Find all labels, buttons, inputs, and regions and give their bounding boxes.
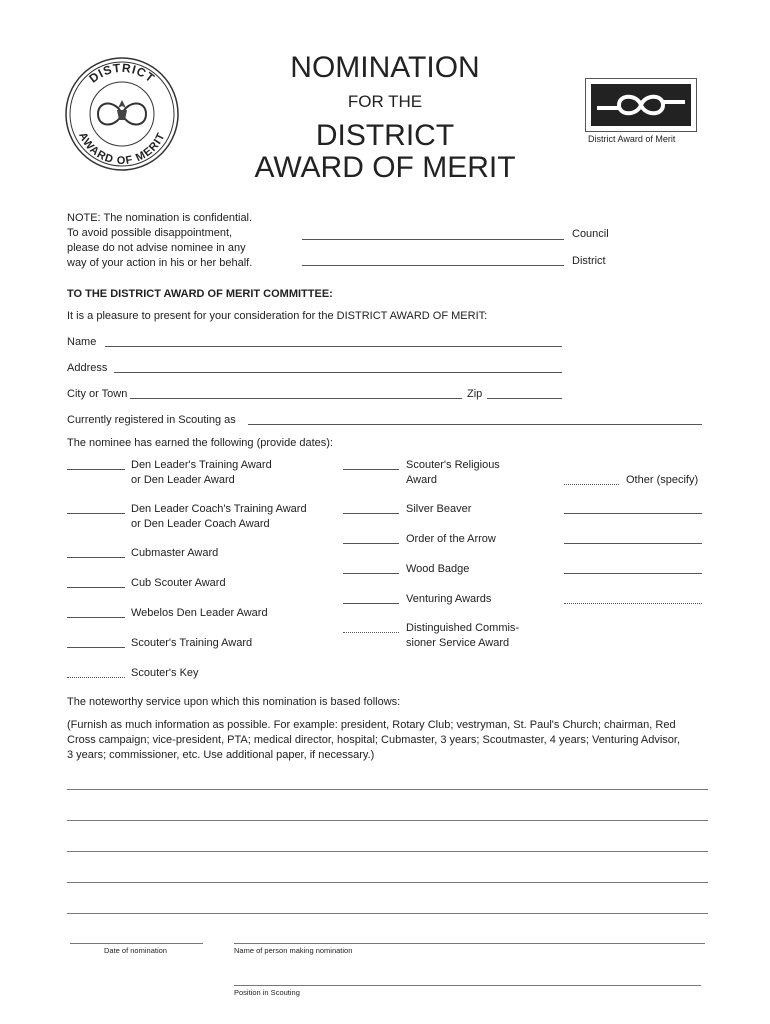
other-specify-field[interactable]	[564, 543, 702, 544]
other-specify-field[interactable]	[564, 603, 702, 604]
note-line-2: To avoid possible disappointment,	[67, 227, 233, 239]
award-date-field[interactable]	[343, 603, 399, 604]
district-field[interactable]	[302, 265, 564, 266]
award-label: Order of the Arrow	[406, 533, 496, 545]
award-date-field[interactable]	[343, 573, 399, 574]
position-field[interactable]	[234, 985, 701, 986]
note-line-4: way of your action in his or her behalf.	[67, 257, 253, 269]
award-badge	[585, 78, 697, 132]
award-label: or Den Leader Coach Award	[131, 518, 270, 530]
other-date-field[interactable]	[564, 484, 619, 485]
award-label: Cubmaster Award	[131, 547, 219, 559]
other-label: Other (specify)	[626, 474, 699, 486]
earned-label: The nominee has earned the following (provide dates):	[67, 437, 333, 449]
zip-label: Zip	[467, 388, 483, 400]
note-line-3: please do not advise nominee in any	[67, 242, 246, 254]
award-label: sioner Service Award	[406, 637, 510, 649]
nominator-name-field[interactable]	[234, 943, 705, 944]
service-instructions-line-1: (Furnish as much information as possible. For example: president, Rotary Club; vestryman, St. Paul's Church; chairman, Red	[67, 719, 676, 731]
award-date-field[interactable]	[343, 543, 399, 544]
badge-caption: District Award of Merit	[588, 134, 676, 144]
award-label: Award	[406, 474, 437, 486]
date-of-nomination-label: Date of nomination	[104, 946, 167, 955]
award-label: Den Leader Coach's Training Award	[131, 503, 307, 515]
award-date-field[interactable]	[67, 617, 125, 618]
city-field[interactable]	[130, 398, 462, 399]
award-label: Scouter's Key	[131, 667, 199, 679]
title-district: DISTRICT	[315, 119, 455, 152]
award-label: Scouter's Training Award	[131, 637, 253, 649]
award-date-field[interactable]	[67, 647, 125, 648]
service-intro: The noteworthy service upon which this nomination is based follows:	[67, 696, 401, 708]
address-field[interactable]	[114, 372, 562, 373]
service-text-line[interactable]	[67, 913, 708, 914]
title-award-of-merit: AWARD OF MERIT	[254, 151, 516, 184]
name-field[interactable]	[105, 346, 562, 347]
award-label: Scouter's Religious	[406, 459, 500, 471]
award-date-field[interactable]	[67, 469, 125, 470]
award-date-field[interactable]	[67, 513, 125, 514]
date-of-nomination-field[interactable]	[70, 943, 203, 944]
registered-field[interactable]	[248, 424, 702, 425]
zip-field[interactable]	[487, 398, 562, 399]
award-date-field[interactable]	[343, 513, 399, 514]
award-date-field[interactable]	[343, 469, 399, 470]
award-label: Wood Badge	[406, 563, 470, 575]
registered-label: Currently registered in Scouting as	[67, 414, 236, 426]
address-label: Address	[67, 362, 108, 374]
district-label: District	[572, 255, 606, 267]
district-award-seal	[64, 56, 180, 172]
award-label: Webelos Den Leader Award	[131, 607, 268, 619]
award-label: Den Leader's Training Award	[131, 459, 272, 471]
award-date-field[interactable]	[67, 587, 125, 588]
svg-text:AWARD OF MERIT: AWARD OF MERIT	[76, 130, 168, 168]
award-label: or Den Leader Award	[131, 474, 235, 486]
award-date-field[interactable]	[67, 677, 125, 678]
service-text-line[interactable]	[67, 851, 708, 852]
award-date-field[interactable]	[343, 632, 399, 633]
award-label: Silver Beaver	[406, 503, 472, 515]
title-for-the: FOR THE	[347, 92, 423, 111]
city-label: City or Town	[67, 388, 128, 400]
council-label: Council	[572, 228, 609, 240]
other-specify-field[interactable]	[564, 573, 702, 574]
other-specify-field[interactable]	[564, 513, 702, 514]
council-field[interactable]	[302, 239, 564, 240]
square-knot-icon	[591, 84, 691, 126]
committee-intro: It is a pleasure to present for your consideration for the DISTRICT AWARD OF MERIT:	[67, 310, 488, 322]
service-text-line[interactable]	[67, 882, 708, 883]
service-text-line[interactable]	[67, 820, 708, 821]
svg-text:DISTRICT: DISTRICT	[86, 60, 158, 86]
service-instructions-line-3: 3 years; commissioner, etc. Use additional paper, if necessary.)	[67, 749, 375, 761]
name-label: Name	[67, 336, 97, 348]
award-date-field[interactable]	[67, 557, 125, 558]
position-label: Position in Scouting	[234, 988, 300, 997]
committee-heading: TO THE DISTRICT AWARD OF MERIT COMMITTEE:	[67, 288, 333, 300]
service-text-line[interactable]	[67, 789, 708, 790]
award-label: Cub Scouter Award	[131, 577, 226, 589]
award-label: Venturing Awards	[406, 593, 492, 605]
note-line-1: NOTE: The nomination is confidential.	[67, 212, 253, 224]
award-label: Distinguished Commis-	[406, 622, 520, 634]
title-nomination: NOMINATION	[290, 51, 480, 84]
nominator-name-label: Name of person making nomination	[234, 946, 353, 955]
service-instructions-line-2: Cross campaign; vice-president, PTA; medical director, hospital; Cubmaster, 3 years; Scoutmaster, 4 years; Venturing Advisor,	[67, 734, 681, 746]
